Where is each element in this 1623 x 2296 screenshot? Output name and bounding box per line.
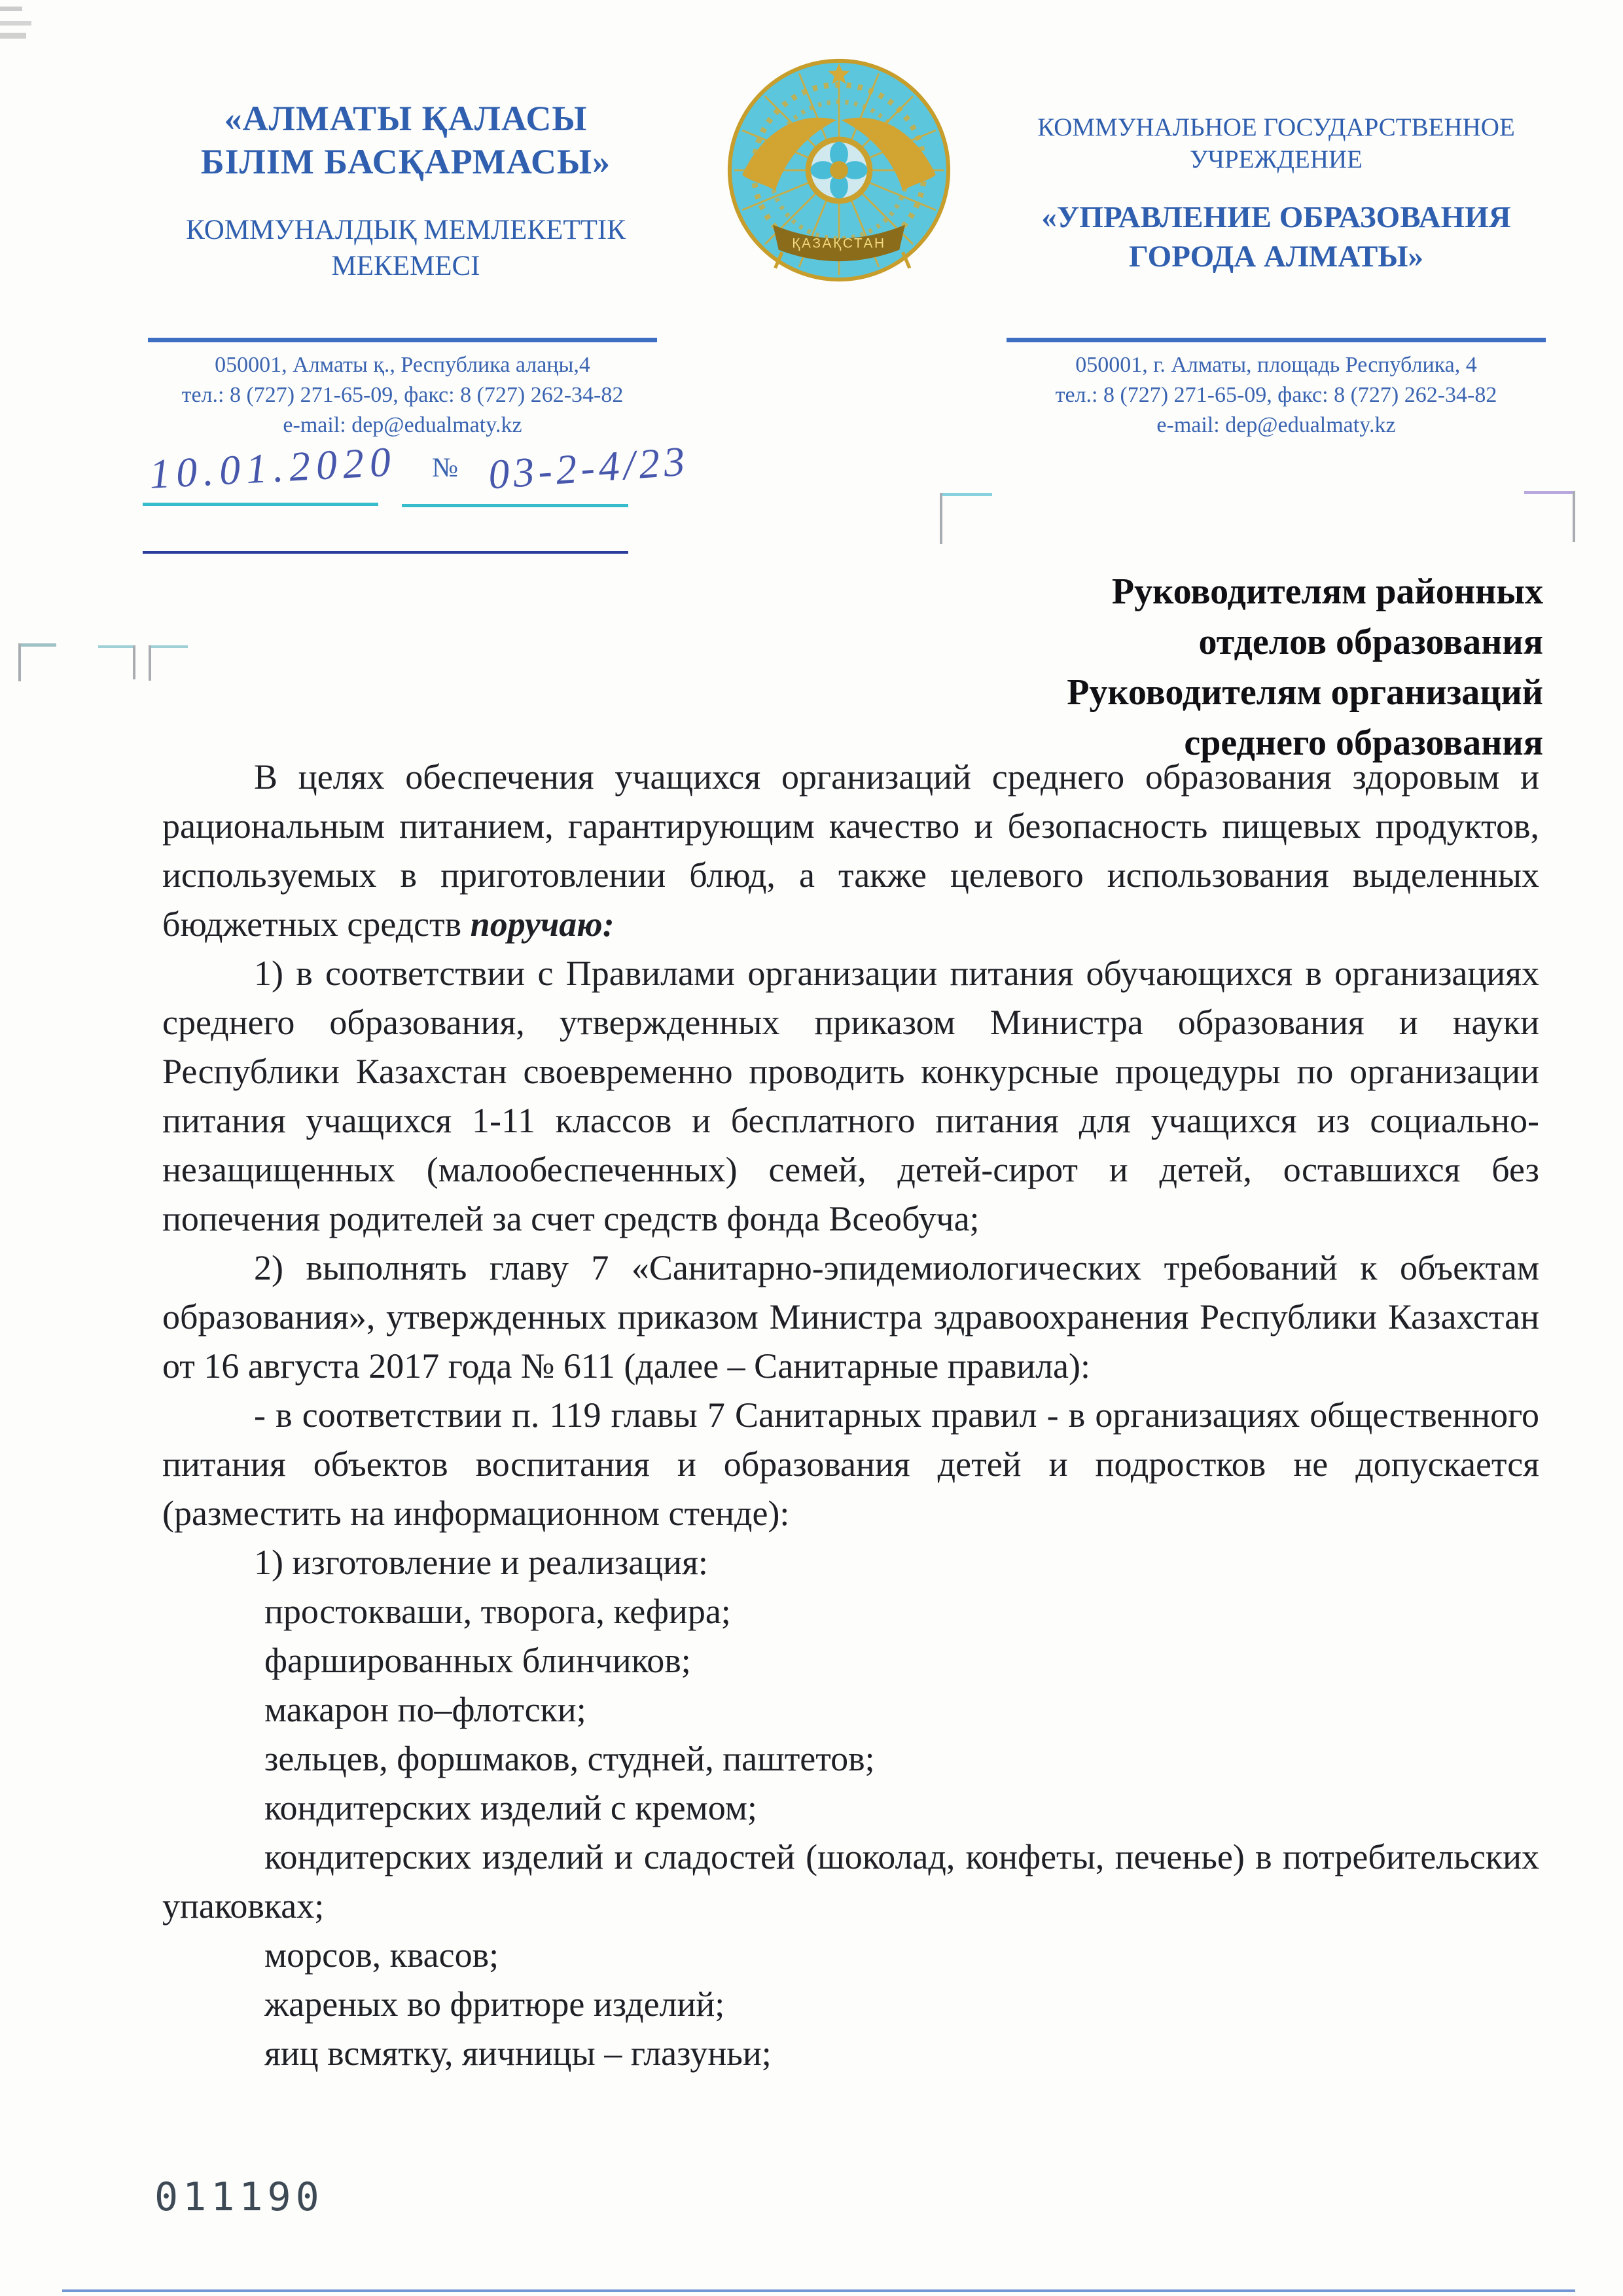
address-ru-line3: e-mail: dep@edualmaty.kz <box>1156 413 1396 437</box>
state-emblem-kazakhstan-icon <box>725 55 953 285</box>
letter-body <box>162 753 1539 2078</box>
scan-artifact <box>0 7 22 11</box>
address-kk-line2: тел.: 8 (727) 271-65-09, факс: 8 (727) 262-34-82 <box>181 383 624 407</box>
list-item: кондитерских изделий с кремом; <box>264 1788 757 1827</box>
list-item: жареных во фритюре изделий; <box>264 1984 725 2024</box>
paragraph-intro <box>162 753 1539 949</box>
crop-mark <box>149 645 151 681</box>
address-block-russian <box>1007 338 1546 440</box>
paragraph-item-1: 1) в соответствии с Правилами организации питания обучающихся в организациях среднего образования, утвержденных приказом Министра образования и науки Республики Казахстан своевременно проводить конкурсные процедуры по организации питания учащихся 1-11 классов и бесплатного питания для учащихся из социально-незащищенных (малообеспеченных) семей, детей-сирот и детей, оставшихся без попечения родителей за счет средств фонда Всеобуча; <box>162 954 1539 1238</box>
scan-artifact <box>0 33 26 39</box>
paragraph-item-2: 2) выполнять главу 7 «Санитарно-эпидемиологических требований к объектам образования», утвержденных приказом Министра здравоохранения Республики Казахстан от 16 августа 2017 года № 611 (далее – Санитарные правила): <box>162 1248 1539 1386</box>
emblem-svg <box>725 55 953 285</box>
org-name-kazakh <box>149 97 662 284</box>
address-ru-line1: 050001, г. Алматы, площадь Республика, 4 <box>1075 353 1477 377</box>
address-block-kazakh <box>148 338 657 440</box>
number-underline <box>402 504 628 507</box>
scan-artifact <box>62 2289 1575 2292</box>
address-kk-line1: 050001, Алматы қ., Республика алаңы,4 <box>215 353 590 377</box>
paragraph-intro-text: В целях обеспечения учащихся организаций среднего образования здоровым и рациональным питанием, гарантирующим качество и безопасность пищевых продуктов, используемых в приготовлении блюд, а также целевого использования выделенных бюджетных средств <box>162 757 1539 944</box>
addressee-line4: среднего образования <box>1184 723 1543 763</box>
org-ru-title-line1: «УПРАВЛЕНИЕ ОБРАЗОВАНИЯ <box>1041 200 1511 234</box>
address-ru-line2: тел.: 8 (727) 271-65-09, факс: 8 (727) 262-34-82 <box>1055 383 1497 407</box>
org-ru-subtitle-line1: КОММУНАЛЬНОЕ ГОСУДАРСТВЕННОЕ <box>1037 113 1515 141</box>
crop-mark <box>1524 491 1575 494</box>
addressee-line2: отделов образования <box>1198 622 1543 662</box>
list-item: зельцев, форшмаков, студней, паштетов; <box>264 1739 875 1778</box>
crop-mark <box>98 645 135 648</box>
org-kk-title-line2: БІЛІМ БАСҚАРМАСЫ» <box>200 142 611 181</box>
paragraph-rule-119: - в соответствии п. 119 главы 7 Санитарных правил - в организациях общественного питания объектов воспитания и образования детей и подростков не допускается (разместить на информационном стенде): <box>162 1395 1539 1533</box>
address-kk-line3: e-mail: dep@edualmaty.kz <box>283 413 522 437</box>
addressee-line1: Руководителям районных <box>1111 571 1543 612</box>
list-item: морсов, квасов; <box>264 1935 499 1975</box>
crop-mark <box>149 645 188 648</box>
org-ru-title-line2: ГОРОДА АЛМАТЫ» <box>1128 240 1424 274</box>
handwritten-outgoing-number: 03-2-4/23 <box>486 437 690 498</box>
list-item: фаршированных блинчиков; <box>264 1641 691 1680</box>
org-kk-title-line1: «АЛМАТЫ ҚАЛАСЫ <box>224 99 588 138</box>
list-item: макарон по–флотски; <box>264 1690 586 1729</box>
org-kk-subtitle-line2: МЕКЕМЕСІ <box>331 251 480 281</box>
crop-mark <box>1573 491 1575 542</box>
scan-artifact <box>0 21 31 26</box>
org-kk-subtitle-line1: КОММУНАЛДЫҚ МЕМЛЕКЕТТІК <box>186 215 626 245</box>
list-heading: 1) изготовление и реализация: <box>254 1543 708 1582</box>
reference-line <box>148 437 690 498</box>
date-underline <box>143 503 378 506</box>
crop-mark <box>940 493 942 544</box>
org-ru-subtitle-line2: УЧРЕЖДЕНИЕ <box>1190 145 1363 173</box>
list-item: простокваши, творога, кефира; <box>264 1592 731 1631</box>
registration-stamp-number: 011190 <box>154 2174 324 2220</box>
addressee-block <box>812 567 1543 768</box>
handwritten-date: 10.01.2020 <box>148 438 398 497</box>
crop-mark <box>18 643 56 647</box>
paragraph-intro-emphasis: поручаю: <box>470 905 615 944</box>
list-item-wrapping: кондитерских изделий и сладостей (шоколад, конфеты, печенье) в потребительских упаковках; <box>162 1837 1539 1926</box>
emblem-banner-text: ҚАЗАҚСТАН <box>792 236 886 251</box>
number-sign: № <box>432 453 459 483</box>
org-name-russian <box>1007 111 1546 276</box>
crop-mark <box>133 645 135 679</box>
crop-mark <box>18 643 21 681</box>
list-item: яиц всмятку, яичницы – глазуньи; <box>264 2034 772 2073</box>
addressee-line3: Руководителям организаций <box>1067 672 1543 713</box>
crop-mark <box>940 493 992 496</box>
blank-reference-line <box>143 551 628 554</box>
